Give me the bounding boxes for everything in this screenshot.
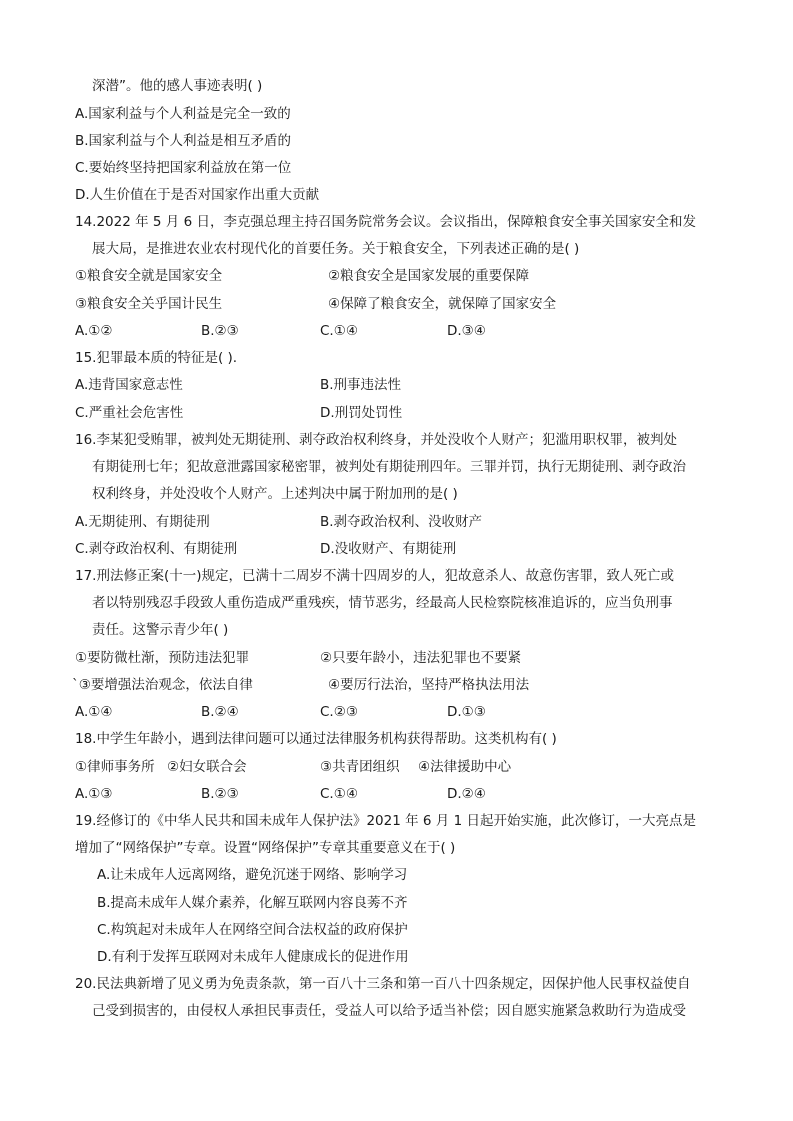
q18-choice-b: B.②③ (201, 786, 239, 802)
q17-choice-a: A.①④ (75, 704, 113, 720)
q18-statement-1: ①律师事务所 (75, 759, 155, 775)
q18-statement-4: ④法律援助中心 (418, 759, 512, 775)
q17-stem-line-3: 责任。这警示青少年( ) (92, 622, 229, 638)
q17-statement-4: ④要厉行法治，坚持严格执法用法 (328, 677, 530, 693)
q16-stem-line-3: 权利终身，并处没收个人财产。上述判决中属于附加刑的是( ) (92, 486, 458, 502)
q19-option-d: D.有利于发挥互联网对未成年人健康成长的促进作用 (97, 949, 409, 965)
q16-stem-line-1: 16.李某犯受贿罪，被判处无期徒刑、剥夺政治权利终身，并处没收个人财产；犯滥用职权罪，被判处 (75, 432, 677, 448)
q17-statement-2: ②只要年龄小，违法犯罪也不要紧 (320, 650, 522, 666)
q13-stem: 深潜”。他的感人事迹表明( ) (92, 78, 263, 94)
q14-stem-line-2: 展大局，是推进农业农村现代化的首要任务。关于粮食安全，下列表述正确的是( ) (92, 241, 580, 257)
q16-option-d: D.没收财产、有期徒刑 (320, 541, 457, 557)
q18-stem: 18.中学生年龄小，遇到法律问题可以通过法律服务机构获得帮助。这类机构有( ) (75, 731, 557, 747)
q16-stem-line-2: 有期徒刑七年；犯故意泄露国家秘密罪，被判处有期徒刑四年。三罪并罚，执行无期徒刑、剥夺政治 (92, 459, 686, 475)
q15-stem: 15.犯罪最本质的特征是( ). (75, 350, 238, 366)
q14-statement-1: ①粮食安全就是国家安全 (75, 268, 223, 284)
q14-stem-line-1: 14.2022 年 5 月 6 日，李克强总理主持召国务院常务会议。会议指出，保障粮食安全事关国家安全和发 (75, 214, 696, 230)
q17-statement-3: `③要增强法治观念，依法自律 (72, 677, 253, 693)
q16-option-c: C.剥夺政治权利、有期徒刑 (75, 541, 238, 557)
q18-statement-3: ③共青团组织 (320, 759, 400, 775)
q19-option-b: B.提高未成年人媒介素养，化解互联网内容良莠不齐 (97, 895, 408, 911)
q17-stem-line-1: 17.刑法修正案(十一)规定，已满十二周岁不满十四周岁的人，犯故意杀人、故意伤害罪，致人死亡或 (75, 568, 675, 584)
q14-choice-c: C.①④ (320, 323, 358, 339)
q19-option-c: C.构筑起对未成年人在网络空间合法权益的政府保护 (97, 922, 408, 938)
q17-stem-line-2: 者以特别残忍手段致人重伤造成严重残疾，情节恶劣，经最高人民检察院核准追诉的，应当负刑事 (92, 595, 673, 611)
q20-stem-line-2: 己受到损害的，由侵权人承担民事责任，受益人可以给予适当补偿；因自愿实施紧急救助行为造成受 (92, 1003, 686, 1019)
q14-statement-3: ③粮食安全关乎国计民生 (75, 296, 223, 312)
q18-choice-d: D.②④ (447, 786, 486, 802)
q20-stem-line-1: 20.民法典新增了见义勇为免责条款，第一百八十三条和第一百八十四条规定，因保护他人民事权益使自 (75, 976, 691, 992)
q18-choice-a: A.①③ (75, 786, 113, 802)
q18-choice-c: C.①④ (320, 786, 358, 802)
q13-option-c: C.要始终坚持把国家利益放在第一位 (75, 160, 292, 176)
q16-option-a: A.无期徒刑、有期徒刑 (75, 514, 210, 530)
q13-option-d: D.人生价值在于是否对国家作出重大贡献 (75, 187, 320, 203)
q14-statement-4: ④保障了粮食安全，就保障了国家安全 (328, 296, 557, 312)
q15-option-a: A.违背国家意志性 (75, 377, 183, 393)
q14-choice-d: D.③④ (447, 323, 486, 339)
q17-statement-1: ①要防微杜渐，预防违法犯罪 (75, 650, 250, 666)
q13-option-b: B.国家利益与个人利益是相互矛盾的 (75, 133, 292, 149)
q19-stem-line-1: 19.经修订的《中华人民共和国未成年人保护法》2021 年 6 月 1 日起开始实施，此次修订，一大亮点是 (75, 813, 696, 829)
q14-choice-a: A.①② (75, 323, 113, 339)
q19-option-a: A.让未成年人远离网络，避免沉迷于网络、影响学习 (97, 867, 408, 883)
q17-choice-b: B.②④ (201, 704, 239, 720)
q17-choice-d: D.①③ (447, 704, 486, 720)
q14-statement-2: ②粮食安全是国家发展的重要保障 (328, 268, 530, 284)
q15-option-b: B.刑事违法性 (320, 377, 402, 393)
q19-stem-line-2: 增加了“网络保护”专章。设置“网络保护”专章其重要意义在于( ) (75, 840, 456, 856)
q17-choice-c: C.②③ (320, 704, 358, 720)
q15-option-d: D.刑罚处罚性 (320, 405, 403, 421)
q14-choice-b: B.②③ (201, 323, 239, 339)
q16-option-b: B.剥夺政治权利、没收财产 (320, 514, 483, 530)
q18-statement-2: ②妇女联合会 (167, 759, 247, 775)
q15-option-c: C.严重社会危害性 (75, 405, 184, 421)
q13-option-a: A.国家利益与个人利益是完全一致的 (75, 106, 291, 122)
